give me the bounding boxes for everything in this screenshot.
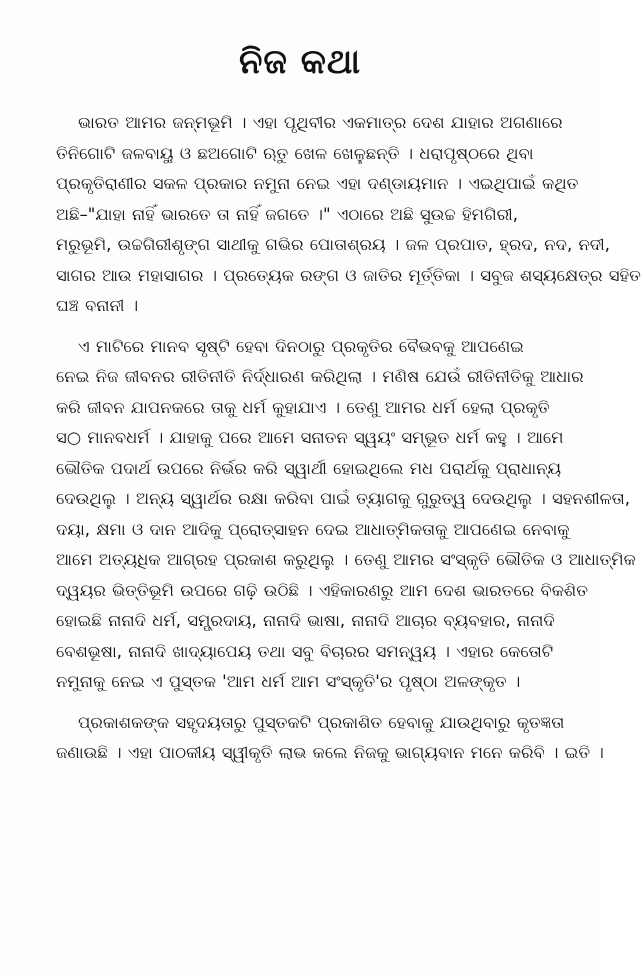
text-line: ତିନିଗୋଟି ଜଳବାୟୁ ଓ ଛଅଗୋଟି ଋତୁ ଖେଳ ଖେଳୁଛନ୍ତି । ଧରାପୃଷ୍ଠରେ ଥିବା — [56, 143, 534, 163]
text-line: ଦୟା, କ୍ଷମା ଓ ଦାନ ଆଦିକୁ ପ୍ରୋତ୍ସାହନ ଦେଇ ଆଧାତ୍ମିକତାକୁ ଆପଣେଇ ନେବାକୁ — [56, 519, 570, 539]
text-line: ଆମେ ଅତ୍ୟଧିକ ଆଗ୍ରହ ପ୍ରକାଶ କରୁଥିଲୁ । ତେଣୁ ଆମର ସଂସ୍କୃତି ଭୌତିକ ଓ ଆଧାତ୍ମିକ — [56, 550, 636, 569]
text-line: ଦ୍ୱୟର ଭିତ୍ତିଭୂମି ଉପରେ ଗଢ଼ି ଉଠିଛି । ଏହିକାରଣରୁ ଆମ ଦେଶ ଭାରତରେ ବିକଶିତ — [56, 580, 588, 600]
text-line: ଅଛି–"ଯାହା ନାହିଁ ଭାରତେ ତା ନାହିଁ ଜଗତେ ।" ଏଠାରେ ଅଛି ସୁଉଚ୍ଚ ହିମଗିରୀ, — [56, 204, 518, 224]
text-line: ନେଇ ନିଜ ଜୀବନର ରୀତିନୀତି ନିର୍ଦ୍ଧାରଣ କରିଥିଲା । ମଣିଷ ଯେଉଁ ରୀତିନୀତିକୁ ଆଧାର — [56, 367, 584, 386]
paragraph-3 — [56, 708, 604, 769]
page-title: ନିଜ କଥା — [238, 42, 362, 82]
text-line: ସାଗର ଆଉ ମହାସାଗର । ପ୍ରତ୍ୟେକ ରଙ୍ଗ ଓ ଜାତିର ମୂର୍ତ୍ତିକା । ସବୁଜ ଶସ୍ୟକ୍ଷେତ୍ର ସହିତ — [56, 265, 641, 285]
text-line: ନମୁନାକୁ ନେଇ ଏ ପୁସ୍ତକ 'ଆମ ଧର୍ମ ଆମ ସଂସ୍କୃତି'ର ପୃଷ୍ଠା ଅଳଙ୍କୃତ । — [56, 672, 521, 691]
paragraph-2 — [56, 332, 636, 698]
text-line: ହୋଇଛି ନାନାଦି ଧର୍ମ, ସମ୍ପ୍ରଦାୟ, ନାନାଦି ଭାଷା, ନାନାଦି ଆଚାର ବ୍ୟବହାର, ନାନାଦି — [56, 611, 555, 630]
text-line: ଭାରତ ଆମର ଜନ୍ମଭୂମି । ଏହା ପୃଥିବୀର ଏକମାତ୍ର ଦେଶ ଯାହାର ଅଗଣାରେ — [78, 113, 563, 132]
text-line: ବେଶଭୂଷା, ନାନାଦି ଖାଦ୍ୟାପେୟ ତଥା ସବୁ ବିଚାରର ସମନ୍ୱୟ । ଏହାର କେତୋଟି — [56, 641, 554, 661]
text-line: ଦେଉଥିଲୁ । ଅନ୍ୟ ସ୍ୱାର୍ଥର ରକ୍ଷା କରିବା ପାଇଁ ତ୍ୟାଗକୁ ଗୁରୁତ୍ୱ ଦେଉଥିଲୁ । ସହନଶୀଳତା, — [56, 489, 630, 508]
text-line: ମରୁଭୂମି, ଉଚ୍ଚଗିରୀଶୃଙ୍ଗ ସାଥୀକୁ ଗଭିର ପୋତାଶ୍ରୟ । ଜଳ ପ୍ରପାତ, ହ୍ରଦ, ନଦ, ନଦୀ, — [56, 235, 611, 254]
text-line: କରି ଜୀବନ ଯାପନକରେ ତାକୁ ଧର୍ମ କୁହାଯାଏ । ତେଣୁ ଆମର ଧର୍ମ ହେଲା ପ୍ରକୃତି — [56, 397, 550, 417]
text-line: ଏ ମାଟିରେ ମାନବ ସୃଷ୍ଟି ହେବା ଦିନଠାରୁ ପ୍ରକୃତିର ବୈଭବକୁ ଆପଣେଇ — [78, 336, 524, 356]
paragraph-1 — [56, 108, 641, 322]
text-line: ପ୍ରକୃତିରାଣୀର ସକଳ ପ୍ରକାର ନମୁନା ନେଇ ଏହା ଦଣ୍ଡାୟମାନ । ଏଇଥିପାଇଁ କଥିତ — [56, 174, 579, 193]
text-line: ଘଞ୍ଚ ବନାନୀ । — [56, 296, 139, 315]
text-line: ସ○ ମାନବଧର୍ମ । ଯାହାକୁ ପରେ ଆମେ ସନାତନ ସ୍ୱୟଂ ସମ୍ଭୂତ ଧର୍ମ କହୁ । ଆମେ — [56, 428, 564, 447]
body-text — [56, 108, 641, 769]
text-line: ଜଣାଉଛି । ଏହା ପାଠକୀୟ ସ୍ୱୀକୃତି ଲାଭ କଲେ ନିଜକୁ ଭାଗ୍ୟବାନ ମନେ କରିବି । ଇତି । — [56, 743, 604, 762]
text-line: ପ୍ରକାଶକଙ୍କ ସହୃଦୟତାରୁ ପୁସ୍ତକଟି ପ୍ରକାଶିତ ହେବାକୁ ଯାଉଥିବାରୁ କୃତଜ୍ଞତା — [78, 712, 565, 732]
text-line: ଭୌତିକ ପଦାର୍ଥ ଉପରେ ନିର୍ଭର କରି ସ୍ୱାର୍ଥୀ ହୋଇଥିଲେ ମଧ ପରାର୍ଥକୁ ପ୍ରାଧାନ୍ୟ — [56, 458, 562, 478]
